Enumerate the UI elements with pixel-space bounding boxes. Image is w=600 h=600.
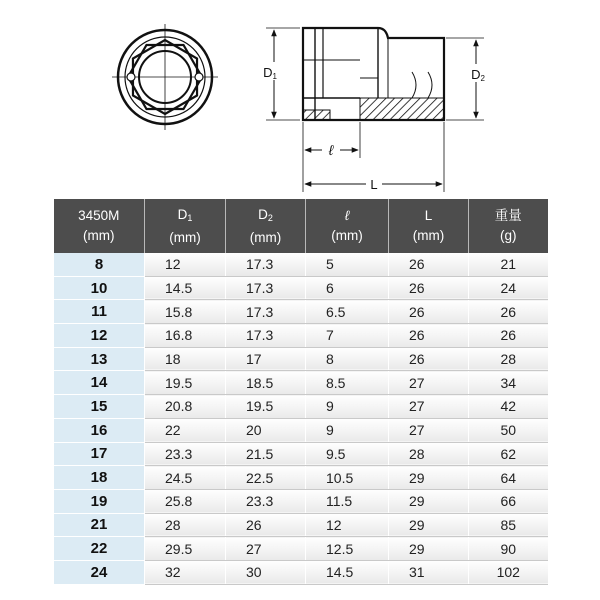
ell-cell: 10.5 (306, 466, 389, 490)
d2-cell: 17.3 (226, 253, 306, 276)
weight-cell: 24 (469, 276, 548, 300)
header-model (54, 199, 145, 253)
d1-label: D (263, 65, 273, 80)
d1-cell: 22 (145, 418, 226, 442)
ell-cell: 8.5 (306, 371, 389, 395)
table-row (54, 324, 548, 348)
d1-cell: 16.8 (145, 324, 226, 348)
header-line1: 3450M (78, 208, 120, 223)
weight-cell: 50 (469, 418, 548, 442)
d1-cell: 24.5 (145, 466, 226, 490)
header-symbol: D (258, 206, 268, 222)
ell-cell: 9 (306, 418, 389, 442)
d2-dimension (446, 38, 492, 120)
ell-cell: 12.5 (306, 537, 389, 561)
weight-cell: 26 (469, 300, 548, 324)
d2-cell: 20 (226, 418, 306, 442)
table-row (54, 347, 548, 371)
size-cell: 21 (54, 513, 145, 537)
size-cell: 19 (54, 489, 145, 513)
header-d2 (226, 199, 306, 253)
ell-cell: 6.5 (306, 300, 389, 324)
ell-cell: 9.5 (306, 442, 389, 466)
weight-cell: 66 (469, 489, 548, 513)
d2-cell: 30 (226, 560, 306, 584)
size-cell: 17 (54, 442, 145, 466)
table-row (54, 489, 548, 513)
header-line2: (mm) (249, 229, 282, 245)
socket-spec-table (53, 199, 548, 585)
header-subscript: 1 (187, 212, 193, 223)
header-line1 (226, 205, 305, 228)
size-cell: 14 (54, 371, 145, 395)
d1-cell: 20.8 (145, 395, 226, 419)
table-row (54, 371, 548, 395)
weight-cell: 102 (469, 560, 548, 584)
ell-cell: 6 (306, 276, 389, 300)
header-line2: (g) (500, 228, 517, 243)
table-row (54, 560, 548, 584)
table-row (54, 537, 548, 561)
l-cell: 27 (389, 418, 469, 442)
d2-subscript: 2 (480, 74, 485, 83)
ell-cell: 5 (306, 253, 389, 276)
l-cell: 31 (389, 560, 469, 584)
d2-cell: 19.5 (226, 395, 306, 419)
d1-subscript: 1 (272, 72, 277, 81)
weight-cell: 85 (469, 513, 548, 537)
header-line1: L (424, 208, 433, 223)
socket-end-view (112, 24, 218, 130)
table-body (54, 253, 548, 584)
header-line2: (mm) (412, 228, 445, 243)
l-cell: 28 (389, 442, 469, 466)
header-line1 (145, 205, 225, 228)
d1-cell: 15.8 (145, 300, 226, 324)
size-cell: 12 (54, 324, 145, 348)
ell-cell: 14.5 (306, 560, 389, 584)
weight-cell: 28 (469, 347, 548, 371)
weight-cell: 34 (469, 371, 548, 395)
ell-cell: 12 (306, 513, 389, 537)
l-cell: 29 (389, 513, 469, 537)
weight-cell: 64 (469, 466, 548, 490)
l-cell: 26 (389, 276, 469, 300)
l-label: L (370, 177, 378, 192)
weight-cell: 62 (469, 442, 548, 466)
l-cell: 29 (389, 489, 469, 513)
weight-cell: 26 (469, 324, 548, 348)
header-weight (469, 199, 548, 253)
l-cell: 29 (389, 466, 469, 490)
d2-cell: 26 (226, 513, 306, 537)
weight-cell: 42 (469, 395, 548, 419)
d1-cell: 23.3 (145, 442, 226, 466)
header-symbol: D (177, 206, 188, 222)
d2-cell: 17 (226, 347, 306, 371)
d2-cell: 17.3 (226, 300, 306, 324)
size-cell: 18 (54, 466, 145, 490)
size-cell: 8 (54, 253, 145, 276)
d1-cell: 32 (145, 560, 226, 584)
table-row (54, 466, 548, 490)
l-cell: 29 (389, 537, 469, 561)
header-line2: (mm) (331, 228, 363, 243)
d1-cell: 19.5 (145, 371, 226, 395)
d1-cell: 28 (145, 513, 226, 537)
l-cell: 26 (389, 300, 469, 324)
ell-dimension (303, 122, 360, 192)
l-cell: 26 (389, 253, 469, 276)
table-row (54, 418, 548, 442)
table-row (54, 276, 548, 300)
size-cell: 24 (54, 560, 145, 584)
socket-side-view (303, 28, 444, 120)
header-line2: (mm) (169, 229, 201, 245)
d1-cell: 14.5 (145, 276, 226, 300)
ell-cell: 7 (306, 324, 389, 348)
ell-label: ℓ (328, 142, 334, 158)
size-cell: 15 (54, 395, 145, 419)
ell-cell: 8 (306, 347, 389, 371)
d1-cell: 18 (145, 347, 226, 371)
l-cell: 26 (389, 324, 469, 348)
d1-cell: 25.8 (145, 489, 226, 513)
l-cell: 27 (389, 395, 469, 419)
d2-cell: 18.5 (226, 371, 306, 395)
table-row (54, 442, 548, 466)
ell-cell: 9 (306, 395, 389, 419)
d2-cell: 21.5 (226, 442, 306, 466)
d2-cell: 23.3 (226, 489, 306, 513)
table-row (54, 253, 548, 276)
size-cell: 10 (54, 276, 145, 300)
header-line2: (mm) (83, 228, 115, 243)
header-l (389, 199, 469, 253)
d2-cell: 27 (226, 537, 306, 561)
header-subscript: 2 (267, 212, 273, 223)
table-header-row (54, 199, 548, 253)
d2-cell: 22.5 (226, 466, 306, 490)
ell-cell: 11.5 (306, 489, 389, 513)
socket-technical-drawing (0, 0, 600, 196)
d2-cell: 17.3 (226, 276, 306, 300)
header-line1: ℓ (344, 208, 350, 223)
size-cell: 22 (54, 537, 145, 561)
l-cell: 27 (389, 371, 469, 395)
table-row (54, 395, 548, 419)
size-cell: 11 (54, 300, 145, 324)
size-cell: 13 (54, 347, 145, 371)
d1-cell: 12 (145, 253, 226, 276)
weight-cell: 21 (469, 253, 548, 276)
table-row (54, 300, 548, 324)
weight-cell: 90 (469, 537, 548, 561)
header-line1: 重量 (494, 208, 522, 223)
l-cell: 26 (389, 347, 469, 371)
size-cell: 16 (54, 418, 145, 442)
d2-label: D (471, 67, 481, 82)
d1-dimension (259, 28, 300, 120)
header-d1 (145, 199, 226, 253)
header-ell (306, 199, 389, 253)
d2-cell: 17.3 (226, 324, 306, 348)
d1-cell: 29.5 (145, 537, 226, 561)
table-row (54, 513, 548, 537)
